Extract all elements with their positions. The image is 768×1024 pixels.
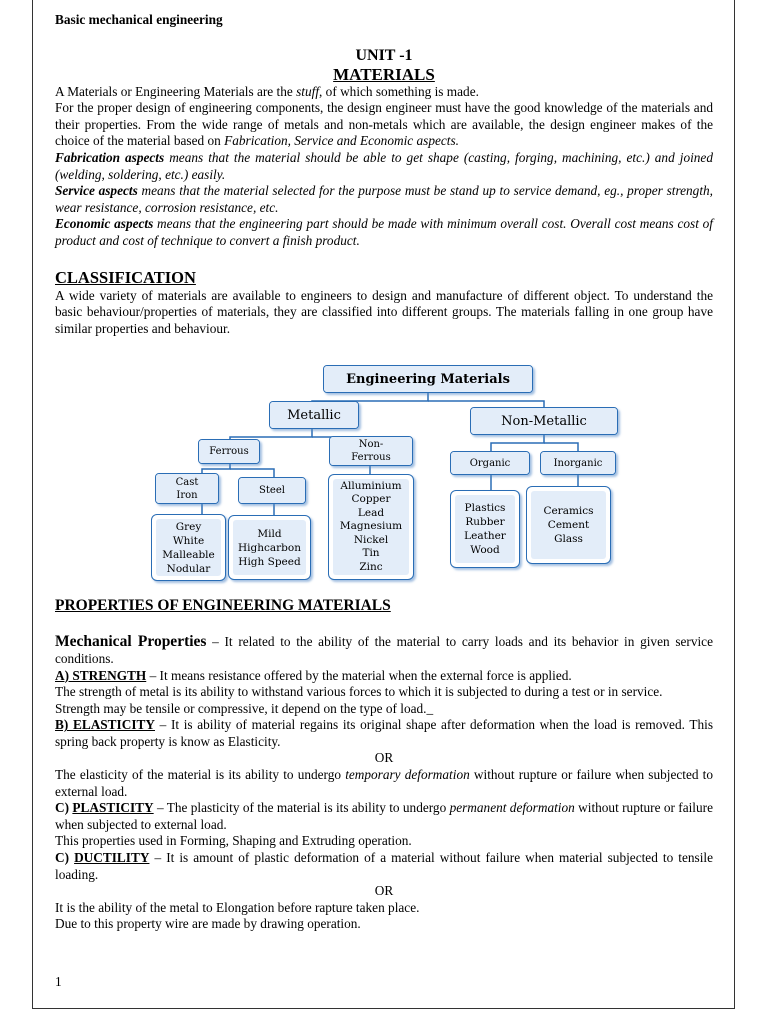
- plasticity-paragraph: C) PLASTICITY – The plasticity of the material is its ability to undergo permanent deformation without rupture or failure when subjected to external load.: [55, 800, 713, 832]
- list-item: Nickel: [353, 533, 389, 546]
- mechanical-properties-paragraph: Mechanical Properties – It related to the ability of the material to carry loads and its behavior in given service conditions.: [55, 633, 713, 666]
- list-item: Malleable: [162, 548, 215, 561]
- list-item: Grey: [175, 520, 202, 533]
- classification-heading: CLASSIFICATION: [55, 267, 196, 287]
- elasticity-paragraph-2: The elasticity of the material is its ability to undergo temporary deformation without rupture or failure when subjected to external load.: [55, 767, 713, 799]
- ferrous-box: Ferrous: [198, 439, 260, 464]
- list-item: Lead: [357, 506, 385, 519]
- steel-types-box: [228, 515, 311, 580]
- list-item: Tin: [362, 547, 380, 560]
- list-item: Copper: [351, 493, 391, 506]
- page-number: 1: [55, 974, 62, 989]
- classification-paragraph: A wide variety of materials are available to engineers to design and manufacture of different object. To understand the basic behaviour/properties of materials, they are classified into different groups. The materials falling in one group have similar properties and behaviour.: [55, 287, 713, 336]
- elasticity-paragraph: B) ELASTICITY – It is ability of material regains its original shape after deformation when the load is removed. This spring back property is know as Elasticity.: [55, 717, 713, 749]
- list-item: Alluminium: [340, 479, 402, 492]
- steel-box: Steel: [238, 477, 306, 504]
- inorganic-box: Inorganic: [540, 451, 616, 475]
- non-ferrous-types-box: [328, 474, 414, 580]
- strength-paragraph-3: Strength may be tensile or compressive, it depend on the type of load._: [55, 700, 434, 716]
- list-item: Ceramics: [543, 505, 594, 517]
- list-item: White: [172, 534, 205, 547]
- list-item: Magnesium: [339, 520, 403, 533]
- engineering-materials-box: Engineering Materials: [323, 365, 533, 393]
- organic-types-box: [450, 490, 520, 568]
- properties-heading: PROPERTIES OF ENGINEERING MATERIALS: [55, 597, 391, 615]
- strength-paragraph: A) STRENGTH – It means resistance offered by the material when the external force is applied.: [55, 667, 572, 683]
- list-item: High Speed: [238, 555, 301, 568]
- page-title: MATERIALS: [333, 64, 435, 84]
- list-item: Mild: [257, 527, 282, 540]
- ductility-paragraph-3: Due to this property wire are made by drawing operation.: [55, 916, 361, 932]
- intro-paragraph-2: For the proper design of engineering components, the design engineer must have the good knowledge of the materials and their properties. From the wide range of metals and non-metals which are available, the design engineer makes of the choice of the material based on Fabrication, Service and Economic aspects.: [55, 100, 713, 149]
- list-item: Highcarbon: [238, 541, 301, 554]
- list-item: Nodular: [166, 562, 211, 575]
- service-paragraph: Service aspects means that the material selected for the purpose must be stand up to service demand, eg., proper strength, wear resistance, corrosion resistance, etc.: [55, 183, 713, 215]
- metallic-box: Metallic: [269, 401, 359, 429]
- list-item: Glass: [554, 533, 583, 545]
- ductility-paragraph-2: It is the ability of the metal to Elongation before rapture taken place.: [55, 899, 420, 915]
- plasticity-paragraph-2: This properties used in Forming, Shaping and Extruding operation.: [55, 833, 412, 849]
- strength-paragraph-2: The strength of metal is its ability to withstand various forces to which it is subjected to during a test or in service.: [55, 684, 663, 700]
- list-item: Cement: [547, 519, 590, 531]
- or-separator-1: OR: [374, 750, 394, 766]
- inorganic-types-box: [526, 486, 611, 564]
- non-ferrous-box: Non- Ferrous: [329, 436, 413, 466]
- fabrication-paragraph: Fabrication aspects means that the material should be able to get shape (casting, forging, machining, etc.) and joined (welding, soldering, etc.) easily.: [55, 149, 713, 182]
- non-metallic-box: Non-Metallic: [470, 407, 618, 435]
- list-item: Zinc: [359, 560, 383, 573]
- list-item: Leather: [464, 530, 506, 542]
- running-header: Basic mechanical engineering: [55, 12, 223, 27]
- list-item: Plastics: [464, 502, 506, 514]
- ductility-paragraph: C) DUCTILITY – It is amount of plastic deformation of a material without failure when material subjected to tensile loading.: [55, 850, 713, 882]
- or-separator-2: OR: [374, 883, 394, 899]
- organic-box: Organic: [450, 451, 530, 475]
- materials-classification-diagram: [148, 363, 620, 593]
- list-item: Wood: [470, 544, 500, 556]
- list-item: Rubber: [465, 516, 505, 528]
- unit-title: UNIT -1: [355, 46, 413, 64]
- intro-paragraph-1: A Materials or Engineering Materials are the stuff, of which something is made.: [55, 83, 479, 99]
- cast-iron-types-box: [151, 514, 226, 581]
- economic-paragraph: Economic aspects means that the engineering part should be made with minimum overall cost. Overall cost means cost of product and cost of technique to convert a finish product.: [55, 216, 713, 248]
- cast-iron-box: Cast Iron: [155, 473, 219, 504]
